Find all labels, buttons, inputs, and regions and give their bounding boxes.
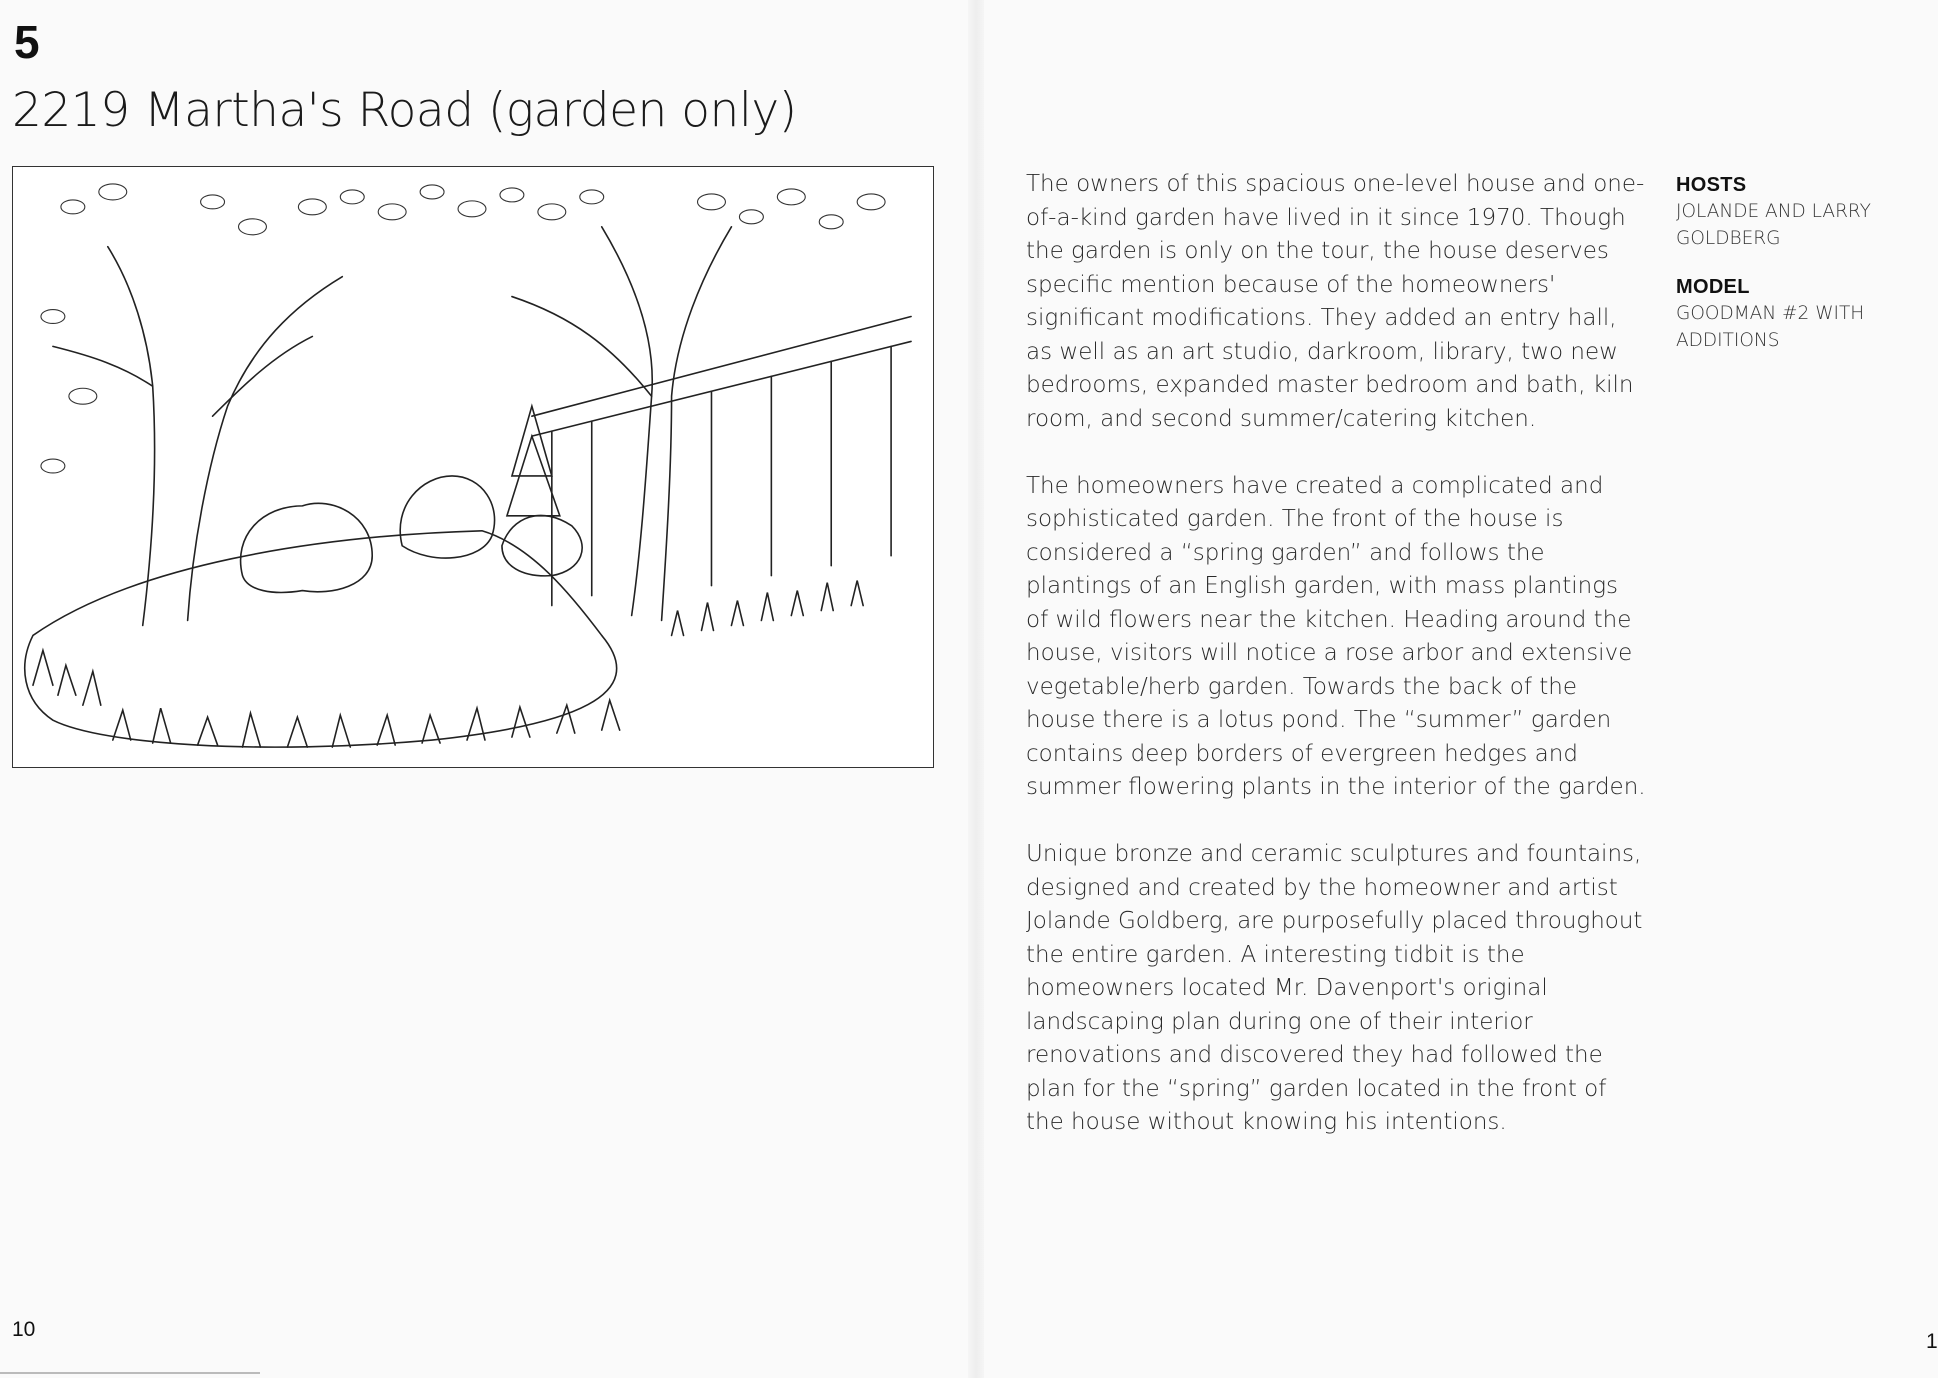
hosts-heading: HOSTS xyxy=(1676,174,1747,196)
page-title: 2219 Martha's Road (garden only) xyxy=(12,83,797,138)
model-block xyxy=(1676,274,1906,354)
left-page xyxy=(0,0,968,1378)
paragraph-1: The owners of this spacious one-level house and one-of-a-kind garden have lived in it since 1970. Though the garden is only on the tour, the house deserves specific mention because of the homeowners' significant modifications. They added an entry hall, as well as an art studio, darkroom, library, two new bedrooms, expanded master bedroom and bath, kiln room, and second summer/catering kitchen. xyxy=(1026,171,1645,432)
hosts-block xyxy=(1676,172,1906,252)
garden-illustration xyxy=(12,166,934,768)
model-heading: MODEL xyxy=(1676,276,1750,298)
body-text xyxy=(1026,168,1646,1173)
page-number-right: 1 xyxy=(1926,1330,1938,1353)
model-value: GOODMAN #2 WITH ADDITIONS xyxy=(1676,303,1865,351)
info-sidebar xyxy=(1676,172,1906,376)
paragraph-3: Unique bronze and ceramic sculptures and fountains, designed and created by the homeowner and artist Jolande Goldberg, are purposefully placed throughout the entire garden. A interesting tidbit is the homeowners located Mr. Davenport's original landscaping plan during one of their interior renovations and discovered they had followed the plan for the “spring” garden located in the front of the house without knowing his intentions. xyxy=(1026,841,1643,1135)
garden-sketch-icon xyxy=(13,167,933,767)
page-fold xyxy=(968,0,984,1378)
hosts-value: JOLANDE AND LARRY GOLDBERG xyxy=(1676,201,1871,249)
bottom-rule xyxy=(0,1372,260,1374)
paragraph-2: The homeowners have created a complicated and sophisticated garden. The front of the house is considered a “spring garden” and follows the plantings of an English garden, with mass plantings of wild flowers near the kitchen. Heading around the house, visitors will notice a rose arbor and extensive vegetable/herb garden. Towards the back of the house there is a lotus pond. The “summer” garden contains deep borders of evergreen hedges and summer flowering plants in the interior of the garden. xyxy=(1026,472,1646,800)
page-number-left: 10 xyxy=(12,1318,36,1341)
stop-number: 5 xyxy=(14,16,40,68)
